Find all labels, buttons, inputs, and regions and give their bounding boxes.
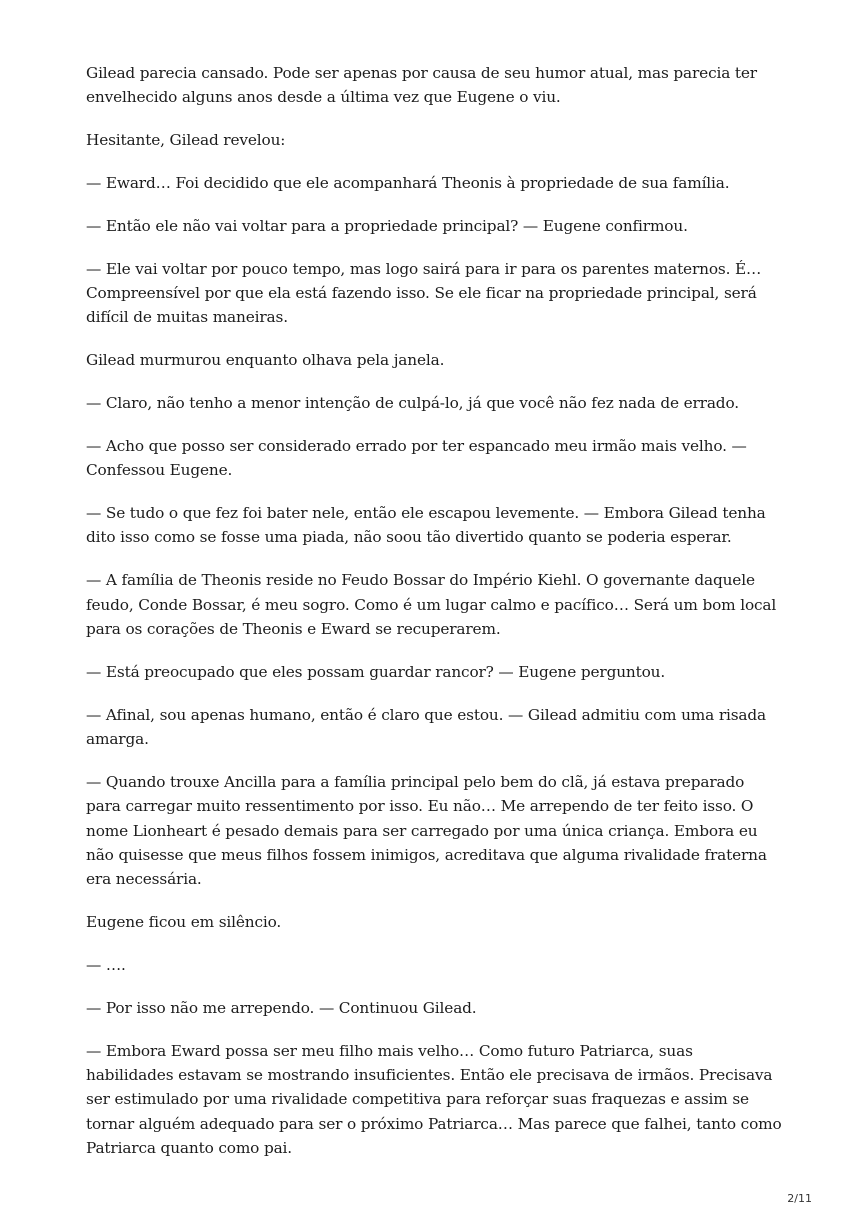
paragraph: — Quando trouxe Ancilla para a família principal pelo bem do clã, já estava preparado para carregar muito ressentimento por isso. Eu não… Me arrependo de ter feito isso. O nome Lionheart é pesado demais para ser carregado por uma única criança. Embora eu não quisesse que meus filhos fossem inimigos, acreditava que alguma rivalidade fraterna era necessária.: [86, 772, 767, 889]
paragraph: — Está preocupado que eles possam guardar rancor? — Eugene perguntou.: [86, 662, 666, 681]
paragraph: — Embora Eward possa ser meu filho mais velho… Como futuro Patriarca, suas habilidades estavam se mostrando insuficientes. Então ele precisava de irmãos. Precisava ser estimulado por uma rivalidade competitiva para reforçar suas fraquezas e assim se tornar alguém adequado para ser o próximo Patriarca… Mas parece que falhei, tanto como Patriarca quanto como pai.: [86, 1041, 782, 1158]
paragraph: — Por isso não me arrependo. — Continuou Gilead.: [86, 998, 477, 1017]
paragraph: — Eward… Foi decidido que ele acompanhará Theonis à propriedade de sua família.: [86, 174, 730, 192]
document-body: [86, 61, 782, 1179]
page-number: 2/11: [787, 1192, 812, 1205]
paragraph: — Então ele não vai voltar para a propriedade principal? — Eugene confirmou.: [86, 216, 688, 235]
paragraph: — A família de Theonis reside no Feudo Bossar do Império Kiehl. O governante daquele feudo, Conde Bossar, é meu sogro. Como é um lugar calmo e pacífico… Será um bom local para os corações de Theonis e Eward se recuperarem.: [86, 571, 777, 639]
paragraph: Eugene ficou em silêncio.: [86, 913, 282, 932]
paragraph: — Acho que posso ser considerado errado por ter espancado meu irmão mais velho. — Confessou Eugene.: [86, 436, 747, 480]
paragraph: — Se tudo o que fez foi bater nele, então ele escapou levemente. — Embora Gilead tenha dito isso como se fosse uma piada, não soou tão divertido quanto se poderia esperar.: [86, 504, 766, 547]
paragraph: — Afinal, sou apenas humano, então é claro que estou. — Gilead admitiu com uma risada amarga.: [86, 705, 767, 749]
paragraph: Gilead parecia cansado. Pode ser apenas por causa de seu humor atual, mas parecia ter envelhecido alguns anos desde a última vez que Eugene o viu.: [86, 64, 757, 107]
paragraph: — Claro, não tenho a menor intenção de culpá-lo, já que você não fez nada de errado.: [86, 394, 739, 412]
paragraph: — ….: [86, 956, 126, 975]
paragraph: — Ele vai voltar por pouco tempo, mas logo sairá para ir para os parentes maternos. É… Compreensível por que ela está fazendo isso. Se ele ficar na propriedade principal, será difícil de muitas maneiras.: [86, 259, 762, 327]
paragraph: Hesitante, Gilead revelou:: [86, 131, 286, 150]
paragraph: Gilead murmurou enquanto olhava pela janela.: [86, 351, 445, 370]
